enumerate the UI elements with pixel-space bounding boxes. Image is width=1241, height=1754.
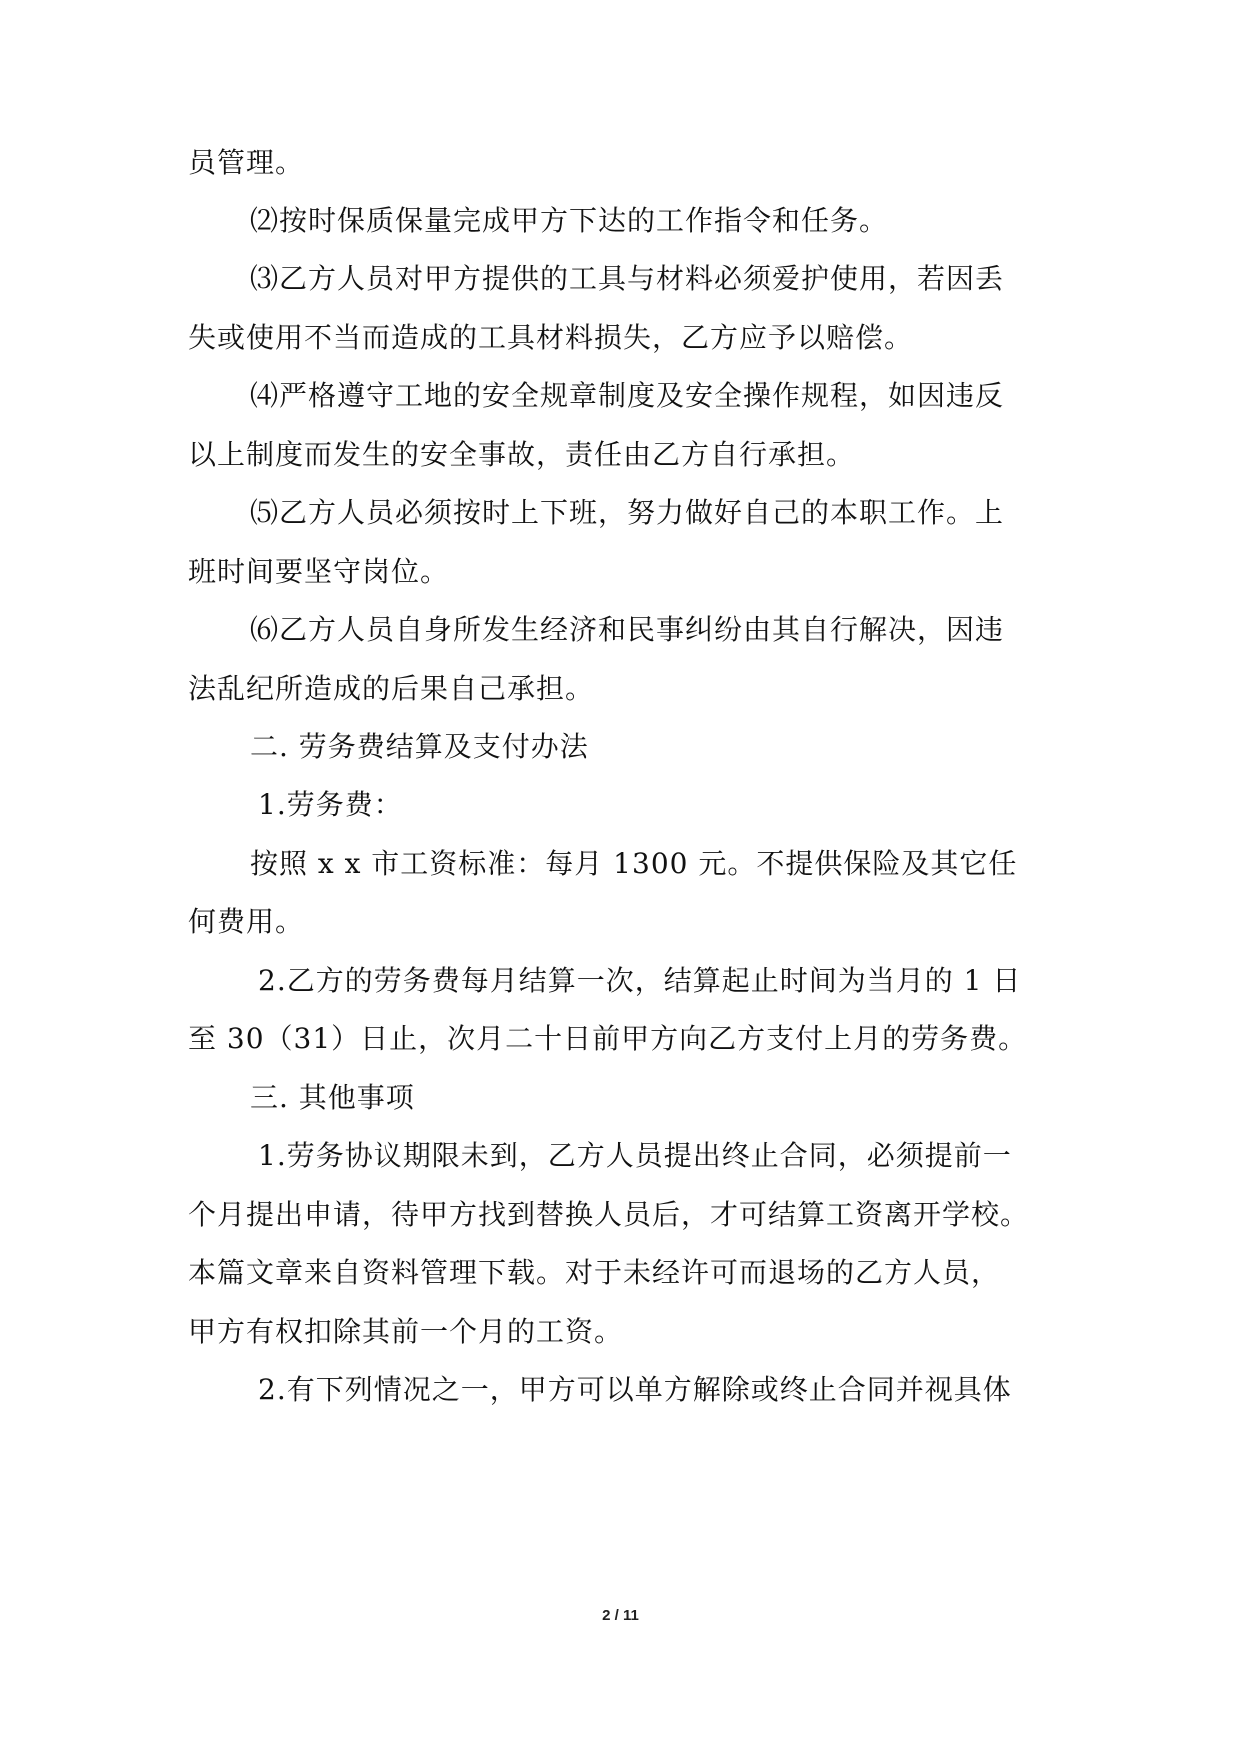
paragraph-line: ⑹乙方人员自身所发生经济和民事纠纷由其自行解决，因违 (250, 613, 1005, 646)
paragraph-line: ⑸乙方人员必须按时上下班，努力做好自己的本职工作。上 (250, 496, 1005, 529)
paragraph-line: 本篇文章来自资料管理下载。对于未经许可而退场的乙方人员， (188, 1256, 1001, 1289)
paragraph-line: ⑷严格遵守工地的安全规章制度及安全操作规程，如因违反 (250, 379, 1005, 412)
paragraph-line: 1.劳务协议期限未到，乙方人员提出终止合同，必须提前一 (258, 1139, 1012, 1172)
section-heading: 三. 其他事项 (250, 1081, 415, 1114)
paragraph-line: 甲方有权扣除其前一个月的工资。 (188, 1315, 624, 1348)
paragraph-line: 员管理。 (188, 146, 305, 179)
paragraph-line: 以上制度而发生的安全事故，责任由乙方自行承担。 (188, 438, 856, 471)
paragraph-line: ⑶乙方人员对甲方提供的工具与材料必须爱护使用，若因丢 (250, 262, 1005, 295)
paragraph-line: 何费用。 (188, 905, 305, 938)
subsection-heading: 1.劳务费： (258, 788, 403, 821)
paragraph-line: 失或使用不当而造成的工具材料损失，乙方应予以赔偿。 (188, 321, 914, 354)
paragraph-line: 至 30（31）日止，次月二十日前甲方向乙方支付上月的劳务费。 (188, 1022, 1028, 1055)
paragraph-line: 2.乙方的劳务费每月结算一次，结算起止时间为当月的 1 日 (258, 964, 1022, 997)
paragraph-line: 2.有下列情况之一，甲方可以单方解除或终止合同并视具体 (258, 1373, 1012, 1406)
paragraph-line: ⑵按时保质保量完成甲方下达的工作指令和任务。 (250, 204, 889, 237)
paragraph-line: 法乱纪所造成的后果自己承担。 (188, 672, 595, 705)
paragraph-line: 班时间要坚守岗位。 (188, 555, 450, 588)
page-number: 2 / 11 (602, 1607, 639, 1624)
section-heading: 二. 劳务费结算及支付办法 (250, 730, 589, 763)
paragraph-line: 按照 x x 市工资标准：每月 1300 元。不提供保险及其它任 (250, 847, 1018, 880)
paragraph-line: 个月提出申请，待甲方找到替换人员后，才可结算工资离开学校。 (188, 1198, 1030, 1231)
